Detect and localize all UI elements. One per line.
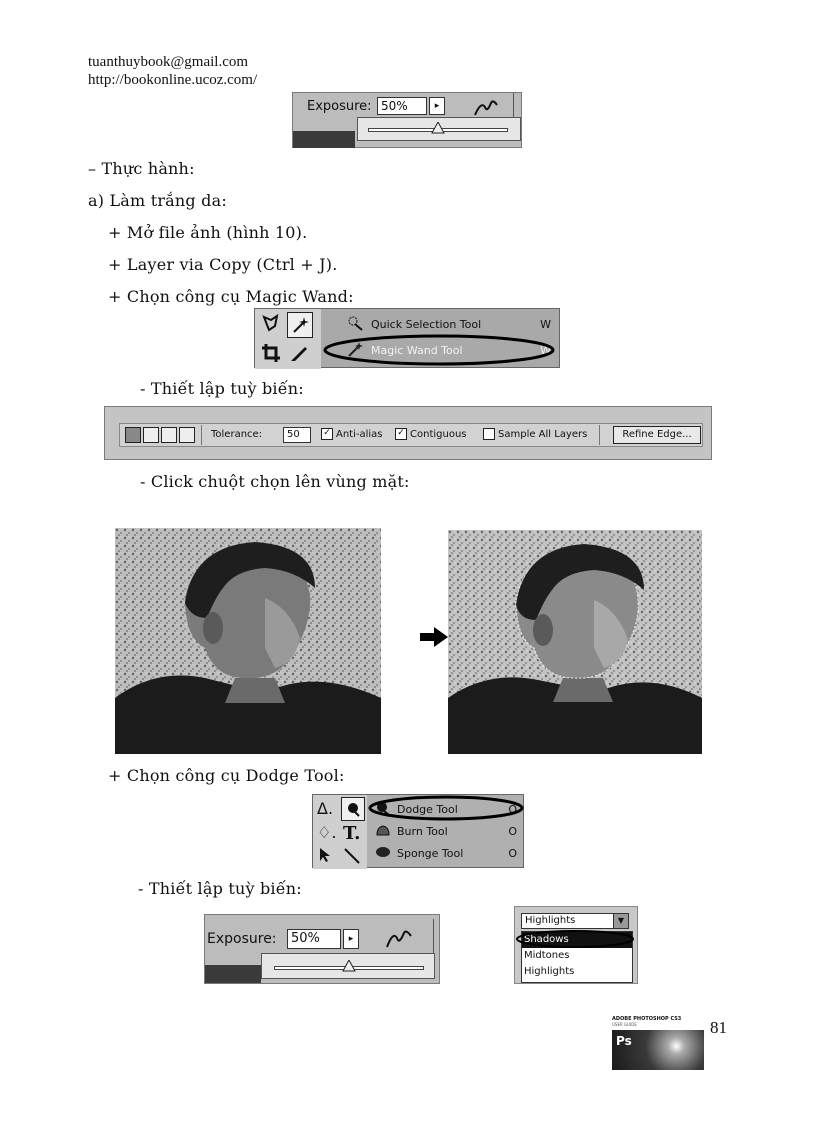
- new-selection-icon[interactable]: [125, 427, 141, 443]
- highlight-ellipse: [515, 929, 639, 949]
- menu-label: Dodge Tool: [397, 803, 458, 816]
- menu-shortcut: W: [540, 344, 551, 357]
- selection-mode-buttons: [125, 427, 195, 443]
- practice-heading: – Thực hành:: [88, 159, 195, 178]
- slice-icon[interactable]: [287, 341, 311, 365]
- range-select[interactable]: [521, 913, 629, 929]
- section-a-heading: a) Làm trắng da:: [88, 191, 227, 210]
- menu-shortcut: O: [508, 825, 517, 838]
- magic-wand-flyout: [254, 308, 560, 368]
- burn-icon: [375, 823, 397, 840]
- menu-label: Magic Wand Tool: [371, 344, 463, 357]
- anti-alias-check-icon: ✓: [321, 428, 333, 440]
- intersect-selection-icon[interactable]: [179, 427, 195, 443]
- page-number: 81: [710, 1018, 727, 1037]
- menu-label: Burn Tool: [397, 825, 448, 838]
- range-selected-value: Highlights: [525, 915, 576, 926]
- contiguous-check-icon: ✓: [395, 428, 407, 440]
- lasso-icon[interactable]: [259, 312, 283, 336]
- photoshop-logo: [612, 1016, 704, 1070]
- type-tool-icon[interactable]: T.: [343, 823, 361, 844]
- setup-heading-1: - Thiết lập tuỳ biến:: [140, 379, 304, 398]
- line-tool-icon[interactable]: [343, 847, 361, 869]
- menu-label: Quick Selection Tool: [371, 318, 482, 331]
- exposure-panel-top: [292, 92, 522, 148]
- subtract-selection-icon[interactable]: [161, 427, 177, 443]
- sample-all-check-icon: [483, 428, 495, 440]
- header-email: tuanthuybook@gmail.com: [88, 54, 249, 70]
- header-url: http://bookonline.ucoz.com/: [88, 72, 258, 88]
- arrow-right-icon: [420, 627, 448, 651]
- path-selection-icon[interactable]: [319, 847, 331, 867]
- separator: [433, 919, 434, 955]
- chevron-down-icon[interactable]: ▼: [613, 914, 628, 928]
- menu-shortcut: W: [540, 318, 551, 331]
- anti-alias-label: Anti-alias: [336, 429, 383, 440]
- dark-strip: [293, 131, 355, 148]
- range-dropdown-panel: [514, 906, 638, 984]
- logo-subtitle: USER GUIDE: [612, 1022, 637, 1027]
- logo-ps: Ps: [616, 1034, 632, 1048]
- dodge-tool-selected-icon[interactable]: [341, 797, 365, 821]
- exposure-slider-popup: [261, 953, 435, 979]
- exposure-dropdown-arrow-icon[interactable]: ▸: [343, 929, 359, 949]
- menu-item-quick-selection[interactable]: [347, 315, 557, 334]
- setup-heading-2: - Thiết lập tuỳ biến:: [138, 879, 302, 898]
- exposure-slider-popup: [357, 117, 521, 141]
- refine-edge-button[interactable]: Refine Edge...: [613, 426, 701, 444]
- menu-item-sponge[interactable]: [375, 845, 521, 862]
- airbrush-icon[interactable]: [385, 925, 413, 953]
- separator: [599, 425, 600, 445]
- step-dodge-tool: + Chọn công cụ Dodge Tool:: [108, 766, 345, 785]
- click-face-instruction: - Click chuột chọn lên vùng mặt:: [140, 472, 410, 491]
- menu-item-burn[interactable]: [375, 823, 521, 840]
- separator: [201, 425, 202, 445]
- exposure-value-field[interactable]: 50%: [287, 929, 341, 949]
- range-option-shadows[interactable]: Shadows: [522, 932, 632, 948]
- exposure-value-field[interactable]: 50%: [377, 97, 427, 115]
- sample-all-layers-checkbox[interactable]: [483, 428, 587, 440]
- menu-shortcut: O: [508, 803, 517, 816]
- quick-selection-icon: [347, 315, 371, 334]
- pen-tool-icon[interactable]: ♢.: [317, 823, 337, 842]
- toolbox-strip: [255, 309, 321, 369]
- dodge-flyout: [312, 794, 524, 868]
- dark-strip: [205, 965, 261, 983]
- logo-title: ADOBE PHOTOSHOP CS3: [612, 1016, 682, 1022]
- menu-shortcut: O: [508, 847, 517, 860]
- crop-icon[interactable]: [259, 341, 283, 365]
- add-selection-icon[interactable]: [143, 427, 159, 443]
- magic-wand-options-bar: [104, 406, 712, 460]
- menu-label: Sponge Tool: [397, 847, 464, 860]
- exposure-dropdown-arrow-icon[interactable]: ▸: [429, 97, 445, 115]
- sample-all-label: Sample All Layers: [498, 429, 588, 440]
- range-option-midtones[interactable]: Midtones: [524, 950, 570, 961]
- highlight-ellipse: [321, 333, 557, 367]
- step-layer-copy: + Layer via Copy (Ctrl + J).: [108, 255, 338, 274]
- step-magic-wand: + Chọn công cụ Magic Wand:: [108, 287, 354, 306]
- toolbox-strip: [313, 795, 367, 869]
- exposure-label: Exposure:: [207, 931, 277, 947]
- highlight-ellipse: [367, 795, 525, 821]
- magic-wand-tool-icon[interactable]: [287, 312, 313, 338]
- range-option-highlights[interactable]: Highlights: [524, 966, 575, 977]
- tolerance-input[interactable]: 50: [283, 427, 311, 443]
- step-open-file: + Mở file ảnh (hình 10).: [108, 223, 308, 242]
- exposure-panel-bottom: [204, 914, 440, 984]
- portrait-after-image: [448, 530, 702, 754]
- logo-image: [612, 1030, 704, 1070]
- anti-alias-checkbox[interactable]: [321, 428, 383, 440]
- tolerance-label: Tolerance:: [211, 429, 263, 440]
- portrait-before-image: [115, 528, 381, 754]
- blur-tool-icon[interactable]: Δ.: [317, 799, 334, 818]
- contiguous-checkbox[interactable]: [395, 428, 467, 440]
- contiguous-label: Contiguous: [410, 429, 467, 440]
- sponge-icon: [375, 845, 397, 862]
- exposure-label: Exposure:: [307, 99, 372, 114]
